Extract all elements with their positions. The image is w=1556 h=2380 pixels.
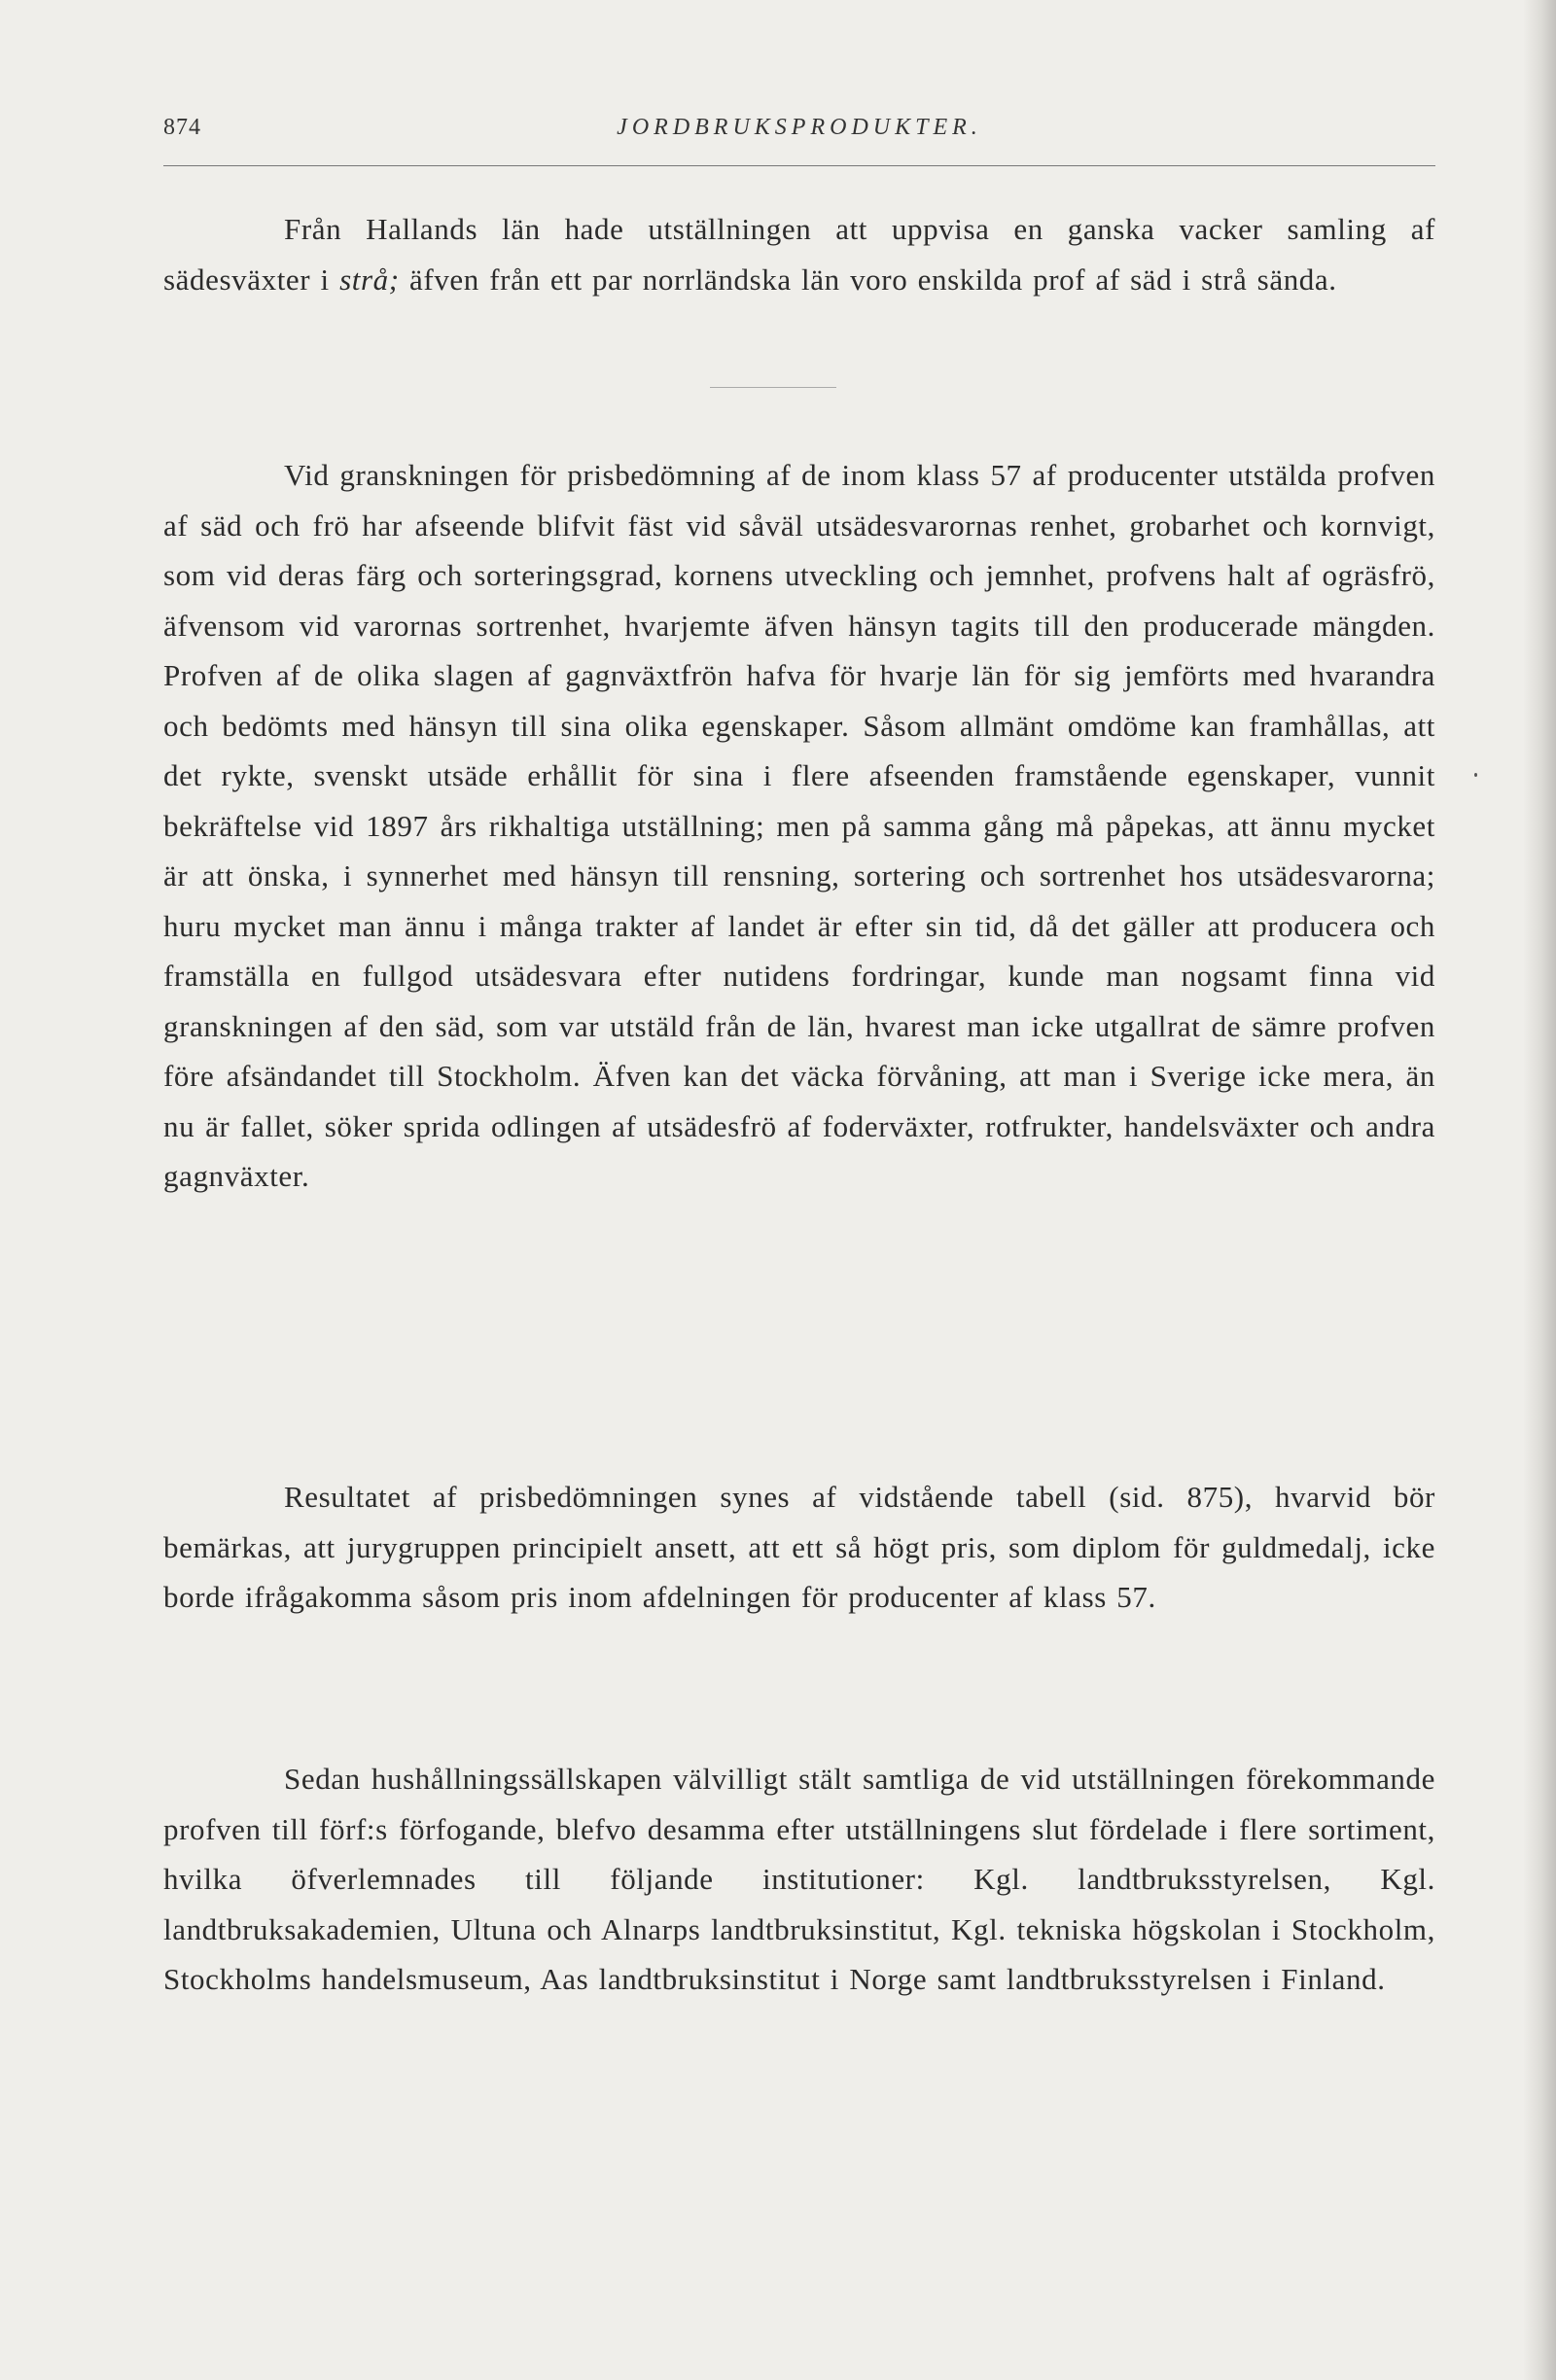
page-edge-shadow bbox=[1523, 0, 1556, 2380]
page-header bbox=[163, 107, 1435, 156]
page-number: 874 bbox=[163, 115, 201, 140]
paragraph-hallands bbox=[163, 204, 1435, 304]
paragraph-text: äfven från ett par norrländska län voro enskilda prof af säd i strå sända. bbox=[399, 262, 1337, 297]
emphasis-text: strå; bbox=[339, 262, 400, 297]
paragraph-text: Från Hallands län hade utställningen att uppvisa en ganska vacker samling af sädesväxter i bbox=[163, 212, 1435, 297]
section-separator bbox=[710, 387, 836, 388]
header-rule bbox=[163, 165, 1435, 166]
paragraph-granskningen: Vid granskningen för prisbedömning af de inom klass 57 af producenter utstälda profven af säd och frö har afseende blifvit fäst vid såväl utsädesvarornas renhet, grobarhet och kornvigt, som vid deras färg och sorteringsgrad, kornens utveckling och jemnhet, profvens halt af ogräsfrö, äfvensom vid varornas sortrenhet, hvarjemte äfven hänsyn tagits till den producerade mängden. Profven af de olika slagen af gagnväxtfrön hafva för hvarje län för sig jemförts med hvarandra och bedömts med hänsyn till sina olika egenskaper. Såsom allmänt omdöme kan framhållas, att det rykte, svenskt utsäde erhållit för sina i flere afseenden framstående egenskaper, vunnit bekräftelse vid 1897 års rikhaltiga utställning; men på samma gång må påpekas, att ännu mycket är att önska, i synnerhet med hänsyn till rensning, sortering och sortrenhet hos utsädesvarorna; huru mycket man ännu i många trakter af landet är efter sin tid, då det gäller att producera och framställa en fullgod utsädesvara efter nutidens fordringar, kunde man nogsamt finna vid granskningen af den säd, som var utstäld från de län, hvarest man icke utgallrat de sämre profven före afsändandet till Stockholm. Äfven kan det väcka förvåning, att man i Sverige icke mera, än nu är fallet, söker sprida odlingen af utsädesfrö af foderväxter, rotfrukter, handelsväxter och andra gagnväxter. bbox=[163, 458, 1435, 1193]
running-title: JORDBRUKSPRODUKTER. bbox=[617, 115, 982, 140]
print-speck bbox=[1474, 773, 1477, 777]
paragraph-resultatet: Resultatet af prisbedömningen synes af vidstående tabell (sid. 875), hvarvid bör bemärkas, att jurygruppen principielt ansett, att ett så högt pris, som diplom för guldmedalj, icke borde ifrågakomma såsom pris inom afdelningen för producenter af klass 57. bbox=[163, 1480, 1435, 1614]
paragraph-sedan: Sedan hushållningssällskapen välvilligt stält samtliga de vid utställningen förekommande profven till förf:s förfogande, blefvo desamma efter utställningens slut fördelade i flere sortiment, hvilka öfverlemnades till följande institutioner: Kgl. landtbruksstyrelsen, Kgl. landtbruksakademien, Ultuna och Alnarps landtbruksinstitut, Kgl. tekniska högskolan i Stockholm, Stockholms handelsmuseum, Aas landtbruksinstitut i Norge samt landtbruksstyrelsen i Finland. bbox=[163, 1762, 1435, 1996]
